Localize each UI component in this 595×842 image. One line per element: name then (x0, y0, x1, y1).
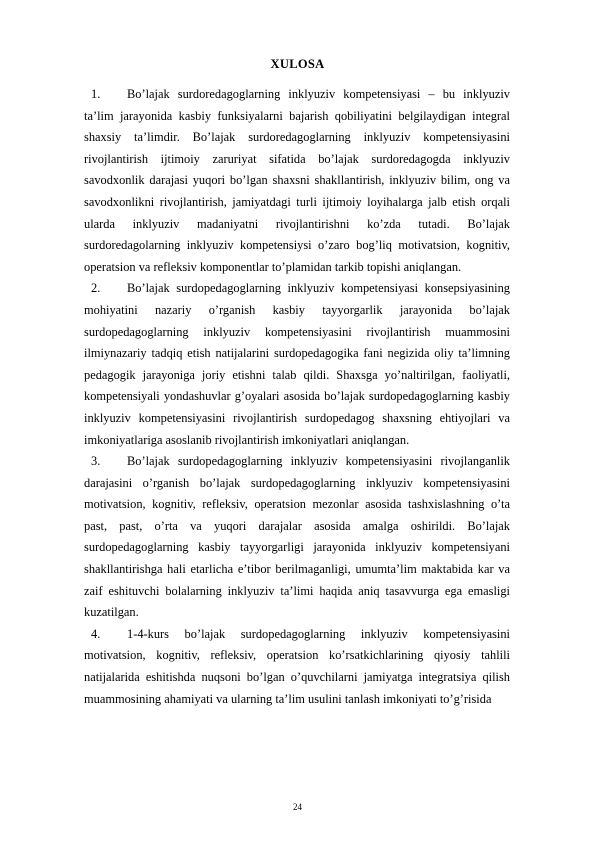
paragraph-number: 4. (91, 626, 101, 641)
page-title: XULOSA (270, 57, 325, 71)
paragraph-2 (84, 278, 510, 451)
page-number: 24 (293, 802, 302, 812)
paragraph-text: Bo’lajak surdopedagoglarning inklyuziv kompetensiyasini rivojlanganlik darajasini o’rganish bo’lajak surdopedagoglarning inklyuziv kompetensiyasini motivatsion, kognitiv, refleksiv, operatsion mezonlar asosida tashxislashning o’ta past, past, o’rta va yuqori darajalar asosida amalga oshirildi. Bo’lajak surdopedagoglarning kasbiy tayyorgarligi jarayonida inklyuziv kompetensiyani shakllantirishga hali etarlicha e’tibor berilmaganligi, umumta’lim maktabida kar va zaif eshituvchi bolalarning inklyuziv ta’limi haqida aniq tasavvurga ega emasligi kuzatilgan. (84, 454, 510, 620)
paragraph-1 (84, 84, 510, 278)
paragraph-number: 2. (91, 281, 101, 296)
paragraph-number: 1. (91, 87, 101, 101)
paragraph-text: 1-4-kurs bo’lajak surdopedagoglarning inklyuziv kompetensiyasini motivatsion, kognitiv, refleksiv, operatsion ko’rsatkichlarining qiyosiy tahlili natijalarida eshitishda nuqsoni bo’lgan o’quvchilarni jamiyatga integratsiya qilish muammosining ahamiyati va ularning ta’lim usulini tanlash imkoniyati to’g’risida (84, 626, 510, 706)
paragraph-3 (84, 451, 510, 624)
paragraph-text: Bo’lajak surdopedagoglarning inklyuziv kompetensiyasi konsepsiyasining mohiyatini nazariy o’rganish kasbiy tayyorgarlik jarayonida bo’lajak surdopedagoglarning inklyuziv kompetensiyasini rivojlantirish muammosini ilmiynazariy tadqiq etish natijalarini surdopedagogika fani negizida oliy ta’limning pedagogik jarayoniga joriy etishni talab qildi. Shaxsga yo’naltirilgan, faoliyatli, kompetensiyali yondashuvlar g’oyalari asosida bo’lajak surdopedagoglarning kasbiy inklyuziv kompetensiyasini rivojlantirish surdopedagog shaxsning ehtiyojlari va imkoniyatlariga asoslanib rivojlantirish imkoniyatlari aniqlangan. (84, 281, 510, 447)
paragraph-number: 3. (91, 454, 101, 469)
paragraph-text: Bo’lajak surdoredagoglarning inklyuziv kompetensiyasi – bu inklyuziv ta’lim jarayonida kasbiy funksiyalarni bajarish qobiliyatini belgilaydigan integral shaxsiy ta’limdir. Bo’lajak surdoredagoglarning inklyuziv kompetensiyasini rivojlantirish ijtimoiy zaruriyat sifatida bo’lajak surdoredagogda inklyuziv savodxonlik darajasi yuqori bo’lgan shaxsni shakllantirish, inklyuziv bilim, ong va savodxonlikni rivojlantirish, jamiyatdagi turli ijtimoiy loyihalarga jalb etish orqali ularda inklyuziv madaniyatni rivojlantirishni ko’zda tutadi. Bo’lajak surdoredagolarning inklyuziv kompetensiysi o’zaro bog’liq motivatsion, kognitiv, operatsion va refleksiv komponentlar to’plamidan tarkib topishi aniqlangan. (84, 87, 510, 274)
document-body (84, 84, 510, 710)
paragraph-4 (84, 624, 510, 710)
